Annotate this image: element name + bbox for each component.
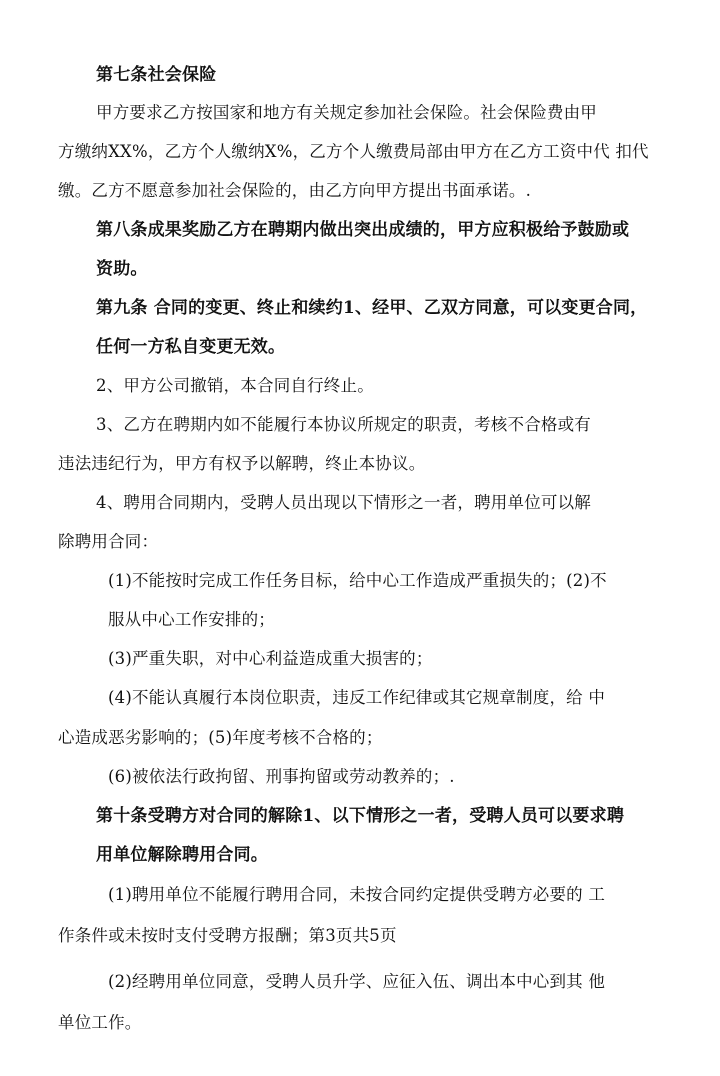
article-8-title: 第八条成果奖励乙方在聘期内做出突出成绩的，甲方应积极给予鼓励或 (96, 220, 630, 240)
clause-4: 4、聘用合同期内，受聘人员出现以下情形之一者，聘用单位可以解 (96, 493, 591, 512)
article-10-item-2: (2)经聘用单位同意，受聘人员升学、应征入伍、调出本中心到其 他 (108, 972, 606, 991)
paragraph-line: 方缴纳XX%，乙方个人缴纳X%，乙方个人缴费局部由甲方在乙方工资中代 扣代 (58, 142, 649, 161)
sub-item-2: 服从中心工作安排的； (108, 610, 275, 629)
clause-2: 2、甲方公司撤销，本合同自行终止。 (96, 376, 374, 395)
paragraph-line: 甲方要求乙方按国家和地方有关规定参加社会保险。社会保险费由甲 (96, 103, 597, 122)
article-7-title: 第七条社会保险 (96, 65, 217, 85)
article-10-title: 第十条受聘方对合同的解除1、以下情形之一者，受聘人员可以要求聘 (96, 806, 625, 826)
article-10-item-1-continuation: 作条件或未按时支付受聘方报酬；第3页共5页 (58, 926, 397, 945)
clause-3-continuation: 违法违纪行为，甲方有权予以解聘，终止本协议。 (58, 454, 426, 473)
clause-4-continuation: 除聘用合同： (58, 532, 159, 551)
sub-item-4-continuation: 心造成恶劣影响的；(5)年度考核不合格的； (58, 728, 383, 747)
sub-item-6: (6)被依法行政拘留、刑事拘留或劳动教养的；. (108, 767, 455, 786)
article-10-item-1: (1)聘用单位不能履行聘用合同，未按合同约定提供受聘方必要的 工 (108, 885, 606, 904)
article-9-title: 第九条 合同的变更、终止和续约1、经甲、乙双方同意，可以变更合同， (96, 298, 648, 318)
sub-item-1: (1)不能按时完成工作任务目标，给中心工作造成严重损失的；(2)不 (108, 571, 607, 590)
clause-3: 3、乙方在聘期内如不能履行本协议所规定的职责，考核不合格或有 (96, 415, 591, 434)
sub-item-3: (3)严重失职，对中心利益造成重大损害的； (108, 649, 433, 668)
paragraph-line: 缴。乙方不愿意参加社会保险的，由乙方向甲方提出书面承诺。. (58, 181, 532, 200)
article-8-continuation: 资助。 (96, 259, 148, 279)
sub-item-4: (4)不能认真履行本岗位职责，违反工作纪律或其它规章制度，给 中 (108, 688, 606, 707)
article-10-continuation: 用单位解除聘用合同。 (96, 845, 268, 865)
article-9-continuation: 任何一方私自变更无效。 (96, 337, 286, 357)
article-10-item-2-continuation: 单位工作。 (58, 1013, 142, 1032)
